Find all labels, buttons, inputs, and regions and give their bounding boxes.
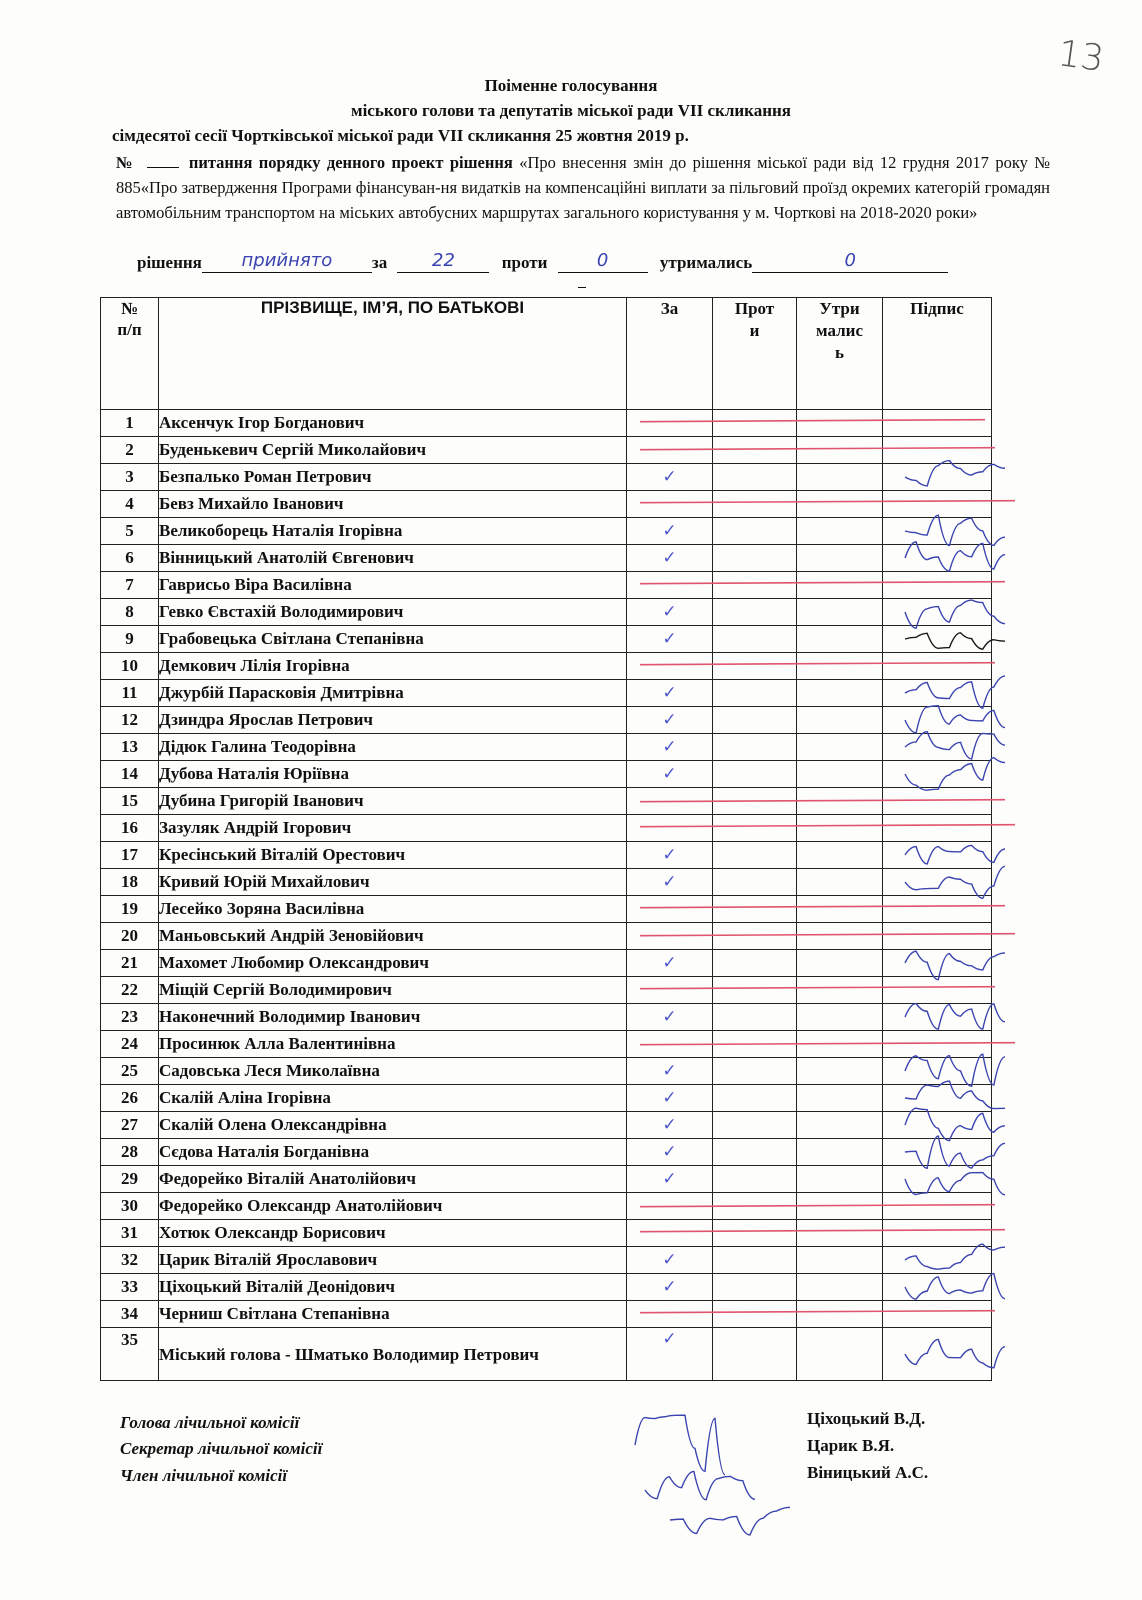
header-num: № п/п: [101, 298, 159, 410]
signature-cell: [883, 464, 992, 491]
row-number: 8: [101, 599, 159, 626]
commission-signature: [635, 1415, 725, 1475]
signature-cell: [883, 1004, 992, 1031]
table-row: [101, 896, 992, 923]
vote-abstained-cell: [797, 1274, 883, 1301]
row-number: 18: [101, 869, 159, 896]
agenda-number-sign: №: [116, 153, 135, 172]
vote-for-cell: ✓: [627, 1328, 713, 1381]
vote-abstained-cell: [797, 788, 883, 815]
vote-against-cell: [713, 923, 797, 950]
vote-for-cell: [627, 896, 713, 923]
vote-for-cell: [627, 1220, 713, 1247]
vote-against-cell: [713, 1166, 797, 1193]
vote-abstained-cell: [797, 545, 883, 572]
vote-abstained-cell: [797, 491, 883, 518]
vote-for-cell: [627, 437, 713, 464]
for-value: 22: [397, 250, 489, 273]
vote-abstained-cell: [797, 842, 883, 869]
signature-cell: [883, 788, 992, 815]
deputy-name: Просинюк Алла Валентинівна: [159, 1031, 627, 1058]
row-number: 23: [101, 1004, 159, 1031]
divider-dash: [578, 287, 586, 288]
signature-cell: [883, 1274, 992, 1301]
table-row: [101, 1031, 992, 1058]
vote-abstained-cell: [797, 1085, 883, 1112]
signature-cell: [883, 734, 992, 761]
table-row: [101, 599, 992, 626]
deputy-name: Дубова Наталія Юріївна: [159, 761, 627, 788]
table-row: [101, 869, 992, 896]
signature-cell: [883, 1031, 992, 1058]
table-row: [101, 761, 992, 788]
signature-cell: [883, 923, 992, 950]
deputy-name: Великоборець Наталія Ігорівна: [159, 518, 627, 545]
vote-abstained-cell: [797, 923, 883, 950]
signature-cell: [883, 896, 992, 923]
table-row: [101, 734, 992, 761]
table-row: [101, 1085, 992, 1112]
row-number: 1: [101, 410, 159, 437]
vote-abstained-cell: [797, 707, 883, 734]
table-row: [101, 1220, 992, 1247]
deputy-name: Джурбій Парасковія Дмитрівна: [159, 680, 627, 707]
row-number: 35: [101, 1328, 159, 1381]
row-number: 32: [101, 1247, 159, 1274]
table-row: [101, 1301, 992, 1328]
signature-cell: [883, 1328, 992, 1381]
for-label: за: [371, 253, 388, 272]
vote-against-cell: [713, 977, 797, 1004]
signature-cell: [883, 869, 992, 896]
vote-against-cell: [713, 1301, 797, 1328]
vote-for-cell: ✓: [627, 518, 713, 545]
row-number: 5: [101, 518, 159, 545]
header-abstained: Утри малис ь: [797, 298, 883, 410]
agenda-label: питання порядку денного проект рішення: [188, 153, 513, 172]
table-row: [101, 1328, 992, 1381]
vote-abstained-cell: [797, 896, 883, 923]
signature-cell: [883, 680, 992, 707]
vote-against-cell: [713, 707, 797, 734]
row-number: 10: [101, 653, 159, 680]
agenda-text: «Про внесення змін до рішення міської ради від 12 грудня 2017 року № 885«Про затвердження Програми фінансуван-ня видатків на компенсаційні виплати за пільговий проїзд окремих категорій громадян автомобільним транспортом на міських автобусних маршрутах загального користування у м. Чорткові на 2018-2020 роки»: [116, 153, 1050, 222]
session-line: сімдесятої сесії Чортківської міської ради VІІ скликання 25 жовтня 2019 р.: [112, 126, 689, 145]
vote-against-cell: [713, 842, 797, 869]
table-row: [101, 1058, 992, 1085]
row-number: 9: [101, 626, 159, 653]
table-row: [101, 707, 992, 734]
vote-abstained-cell: [797, 761, 883, 788]
table-row: [101, 410, 992, 437]
abstained-label: утримались: [659, 253, 753, 272]
vote-abstained-cell: [797, 572, 883, 599]
vote-abstained-cell: [797, 1139, 883, 1166]
vote-for-cell: [627, 491, 713, 518]
vote-for-cell: [627, 410, 713, 437]
vote-for-cell: [627, 815, 713, 842]
table-row: [101, 1193, 992, 1220]
signature-cell: [883, 599, 992, 626]
deputy-name: Скалій Олена Олександрівна: [159, 1112, 627, 1139]
row-number: 21: [101, 950, 159, 977]
row-number: 27: [101, 1112, 159, 1139]
deputy-name: Безпалько Роман Петрович: [159, 464, 627, 491]
vote-for-cell: ✓: [627, 1139, 713, 1166]
row-number: 4: [101, 491, 159, 518]
signature-cell: [883, 653, 992, 680]
table-row: [101, 437, 992, 464]
row-number: 29: [101, 1166, 159, 1193]
table-row: [101, 1139, 992, 1166]
vote-abstained-cell: [797, 950, 883, 977]
vote-against-cell: [713, 599, 797, 626]
header-for: За: [627, 298, 713, 410]
signature-cell: [883, 707, 992, 734]
vote-abstained-cell: [797, 815, 883, 842]
table-row: [101, 491, 992, 518]
vote-abstained-cell: [797, 410, 883, 437]
row-number: 11: [101, 680, 159, 707]
vote-against-cell: [713, 896, 797, 923]
row-number: 33: [101, 1274, 159, 1301]
table-row: [101, 1112, 992, 1139]
row-number: 16: [101, 815, 159, 842]
row-number: 15: [101, 788, 159, 815]
row-number: 6: [101, 545, 159, 572]
deputy-name: Лесейко Зоряна Василівна: [159, 896, 627, 923]
row-number: 14: [101, 761, 159, 788]
signature-cell: [883, 545, 992, 572]
vote-for-cell: ✓: [627, 950, 713, 977]
vote-against-cell: [713, 869, 797, 896]
vote-for-cell: ✓: [627, 599, 713, 626]
vote-abstained-cell: [797, 1004, 883, 1031]
table-row: [101, 518, 992, 545]
against-value: 0: [558, 250, 648, 273]
vote-for-cell: ✓: [627, 1004, 713, 1031]
vote-for-cell: ✓: [627, 734, 713, 761]
vote-abstained-cell: [797, 1031, 883, 1058]
signature-cell: [883, 1301, 992, 1328]
deputy-name: Царик Віталій Ярославович: [159, 1247, 627, 1274]
signature-cell: [883, 626, 992, 653]
deputy-name: Кривий Юрій Михайлович: [159, 869, 627, 896]
deputy-name: Дубина Григорій Іванович: [159, 788, 627, 815]
vote-against-cell: [713, 1112, 797, 1139]
vote-for-cell: [627, 923, 713, 950]
signature-cell: [883, 1193, 992, 1220]
row-number: 7: [101, 572, 159, 599]
table-row: [101, 923, 992, 950]
vote-abstained-cell: [797, 1058, 883, 1085]
deputy-name: Федорейко Віталій Анатолійович: [159, 1166, 627, 1193]
signature-cell: [883, 518, 992, 545]
row-number: 24: [101, 1031, 159, 1058]
vote-against-cell: [713, 1031, 797, 1058]
page-number: 13: [1055, 33, 1107, 80]
abstained-value: 0: [752, 250, 948, 273]
deputy-name: Наконечний Володимир Іванович: [159, 1004, 627, 1031]
vote-for-cell: ✓: [627, 1085, 713, 1112]
vote-abstained-cell: [797, 1220, 883, 1247]
row-number: 13: [101, 734, 159, 761]
member-name: Віницький А.С.: [807, 1463, 929, 1482]
signature-cell: [883, 815, 992, 842]
vote-for-cell: ✓: [627, 464, 713, 491]
row-number: 12: [101, 707, 159, 734]
vote-against-cell: [713, 491, 797, 518]
result-line: [137, 250, 948, 273]
vote-abstained-cell: [797, 653, 883, 680]
deputy-name: Дідюк Галина Теодорівна: [159, 734, 627, 761]
deputy-name: Дзиндра Ярослав Петрович: [159, 707, 627, 734]
against-label: проти: [501, 253, 548, 272]
vote-abstained-cell: [797, 626, 883, 653]
deputy-name: Садовська Леся Миколаївна: [159, 1058, 627, 1085]
doc-subtitle: міського голови та депутатів міської ради VІІ скликання: [351, 101, 791, 120]
row-number: 34: [101, 1301, 159, 1328]
deputy-name: Скалій Аліна Ігорівна: [159, 1085, 627, 1112]
vote-against-cell: [713, 815, 797, 842]
deputy-name: Сєдова Наталія Богданівна: [159, 1139, 627, 1166]
table-row: [101, 464, 992, 491]
decision-label: рішення: [137, 253, 202, 272]
vote-for-cell: ✓: [627, 1058, 713, 1085]
vote-against-cell: [713, 437, 797, 464]
vote-for-cell: [627, 653, 713, 680]
vote-against-cell: [713, 1247, 797, 1274]
row-number: 17: [101, 842, 159, 869]
vote-against-cell: [713, 626, 797, 653]
table-row: [101, 815, 992, 842]
agenda-number-blank: [147, 153, 179, 168]
vote-table-body: [101, 410, 992, 1381]
row-number: 20: [101, 923, 159, 950]
deputy-name: Демкович Лілія Ігорівна: [159, 653, 627, 680]
chair-name: Ціхоцький В.Д.: [807, 1409, 926, 1428]
vote-abstained-cell: [797, 464, 883, 491]
decision-value: прийнято: [202, 250, 372, 273]
vote-against-cell: [713, 572, 797, 599]
signature-cell: [883, 1247, 992, 1274]
signature-cell: [883, 437, 992, 464]
signature-cell: [883, 410, 992, 437]
vote-abstained-cell: [797, 437, 883, 464]
deputy-name: Черниш Світлана Степанівна: [159, 1301, 627, 1328]
vote-against-cell: [713, 734, 797, 761]
deputy-name: Гевко Євстахій Володимирович: [159, 599, 627, 626]
table-row: [101, 1274, 992, 1301]
table-row: [101, 680, 992, 707]
row-number: 30: [101, 1193, 159, 1220]
header-signature: Підпис: [883, 298, 992, 410]
deputy-name: Бевз Михайло Іванович: [159, 491, 627, 518]
doc-title: Поіменне голосування: [484, 76, 658, 95]
row-number: 31: [101, 1220, 159, 1247]
deputy-name: Буденькевич Сергій Миколайович: [159, 437, 627, 464]
deputy-name: Міський голова - Шматько Володимир Петрович: [159, 1328, 627, 1381]
vote-against-cell: [713, 788, 797, 815]
secretary-label: Секретар лічильної комісії: [120, 1439, 323, 1458]
vote-against-cell: [713, 653, 797, 680]
vote-against-cell: [713, 1220, 797, 1247]
vote-for-cell: ✓: [627, 1247, 713, 1274]
row-number: 28: [101, 1139, 159, 1166]
vote-for-cell: [627, 788, 713, 815]
vote-for-cell: [627, 1031, 713, 1058]
deputy-name: Міщій Сергій Володимирович: [159, 977, 627, 1004]
commission-signature: [645, 1471, 755, 1499]
row-number: 2: [101, 437, 159, 464]
table-row: [101, 1004, 992, 1031]
vote-against-cell: [713, 518, 797, 545]
vote-against-cell: [713, 464, 797, 491]
header-name: ПРІЗВИЩЕ, ІМ’Я, ПО БАТЬКОВІ: [159, 298, 627, 410]
vote-for-cell: ✓: [627, 761, 713, 788]
agenda-paragraph: [116, 150, 1050, 225]
table-row: [101, 788, 992, 815]
vote-abstained-cell: [797, 1328, 883, 1381]
vote-for-cell: ✓: [627, 707, 713, 734]
signature-cell: [883, 977, 992, 1004]
vote-for-cell: ✓: [627, 869, 713, 896]
vote-for-cell: [627, 1301, 713, 1328]
member-label: Член лічильної комісії: [120, 1466, 288, 1485]
vote-abstained-cell: [797, 1166, 883, 1193]
header-against: Прот и: [713, 298, 797, 410]
deputy-name: Кресінський Віталій Орестович: [159, 842, 627, 869]
signature-cell: [883, 1112, 992, 1139]
vote-abstained-cell: [797, 869, 883, 896]
table-row: [101, 950, 992, 977]
table-row: [101, 842, 992, 869]
table-header-row: [101, 298, 992, 410]
vote-abstained-cell: [797, 518, 883, 545]
vote-against-cell: [713, 545, 797, 572]
deputy-name: Ціхоцький Віталій Деонідович: [159, 1274, 627, 1301]
vote-for-cell: ✓: [627, 1112, 713, 1139]
deputy-name: Зазуляк Андрій Ігорович: [159, 815, 627, 842]
deputy-name: Федорейко Олександр Анатолійович: [159, 1193, 627, 1220]
vote-for-cell: ✓: [627, 1166, 713, 1193]
deputy-name: Грабовецька Світлана Степанівна: [159, 626, 627, 653]
signature-cell: [883, 1085, 992, 1112]
signature-cell: [883, 1220, 992, 1247]
deputy-name: Гаврисьо Віра Василівна: [159, 572, 627, 599]
row-number: 19: [101, 896, 159, 923]
vote-against-cell: [713, 1085, 797, 1112]
vote-abstained-cell: [797, 1193, 883, 1220]
vote-against-cell: [713, 1274, 797, 1301]
vote-against-cell: [713, 1139, 797, 1166]
signature-cell: [883, 1058, 992, 1085]
vote-abstained-cell: [797, 680, 883, 707]
chair-label: Голова лічильної комісії: [120, 1413, 300, 1432]
vote-against-cell: [713, 761, 797, 788]
table-row: [101, 572, 992, 599]
deputy-name: Вінницький Анатолій Євгенович: [159, 545, 627, 572]
vote-abstained-cell: [797, 977, 883, 1004]
signature-cell: [883, 842, 992, 869]
row-number: 3: [101, 464, 159, 491]
table-row: [101, 545, 992, 572]
signature-cell: [883, 572, 992, 599]
secretary-name: Царик В.Я.: [807, 1436, 895, 1455]
table-row: [101, 977, 992, 1004]
vote-for-cell: ✓: [627, 842, 713, 869]
row-number: 22: [101, 977, 159, 1004]
vote-for-cell: ✓: [627, 680, 713, 707]
vote-abstained-cell: [797, 599, 883, 626]
signature-cell: [883, 491, 992, 518]
deputy-name: Маньовський Андрій Зеновійович: [159, 923, 627, 950]
vote-against-cell: [713, 680, 797, 707]
vote-abstained-cell: [797, 1112, 883, 1139]
signature-cell: [883, 950, 992, 977]
table-row: [101, 653, 992, 680]
vote-for-cell: ✓: [627, 545, 713, 572]
vote-against-cell: [713, 950, 797, 977]
vote-against-cell: [713, 1004, 797, 1031]
vote-against-cell: [713, 1328, 797, 1381]
row-number: 25: [101, 1058, 159, 1085]
vote-against-cell: [713, 1058, 797, 1085]
vote-for-cell: [627, 977, 713, 1004]
vote-abstained-cell: [797, 734, 883, 761]
deputy-name: Аксенчук Ігор Богданович: [159, 410, 627, 437]
deputy-name: Хотюк Олександр Борисович: [159, 1220, 627, 1247]
table-row: [101, 1247, 992, 1274]
vote-for-cell: [627, 572, 713, 599]
signature-cell: [883, 761, 992, 788]
table-row: [101, 626, 992, 653]
vote-table: [100, 297, 992, 1381]
vote-for-cell: [627, 1193, 713, 1220]
vote-for-cell: ✓: [627, 626, 713, 653]
row-number: 26: [101, 1085, 159, 1112]
table-row: [101, 1166, 992, 1193]
vote-abstained-cell: [797, 1247, 883, 1274]
vote-against-cell: [713, 410, 797, 437]
deputy-name: Махомет Любомир Олександрович: [159, 950, 627, 977]
vote-abstained-cell: [797, 1301, 883, 1328]
vote-for-cell: ✓: [627, 1274, 713, 1301]
commission-signature: [670, 1507, 790, 1535]
signature-cell: [883, 1166, 992, 1193]
vote-against-cell: [713, 1193, 797, 1220]
signature-cell: [883, 1139, 992, 1166]
